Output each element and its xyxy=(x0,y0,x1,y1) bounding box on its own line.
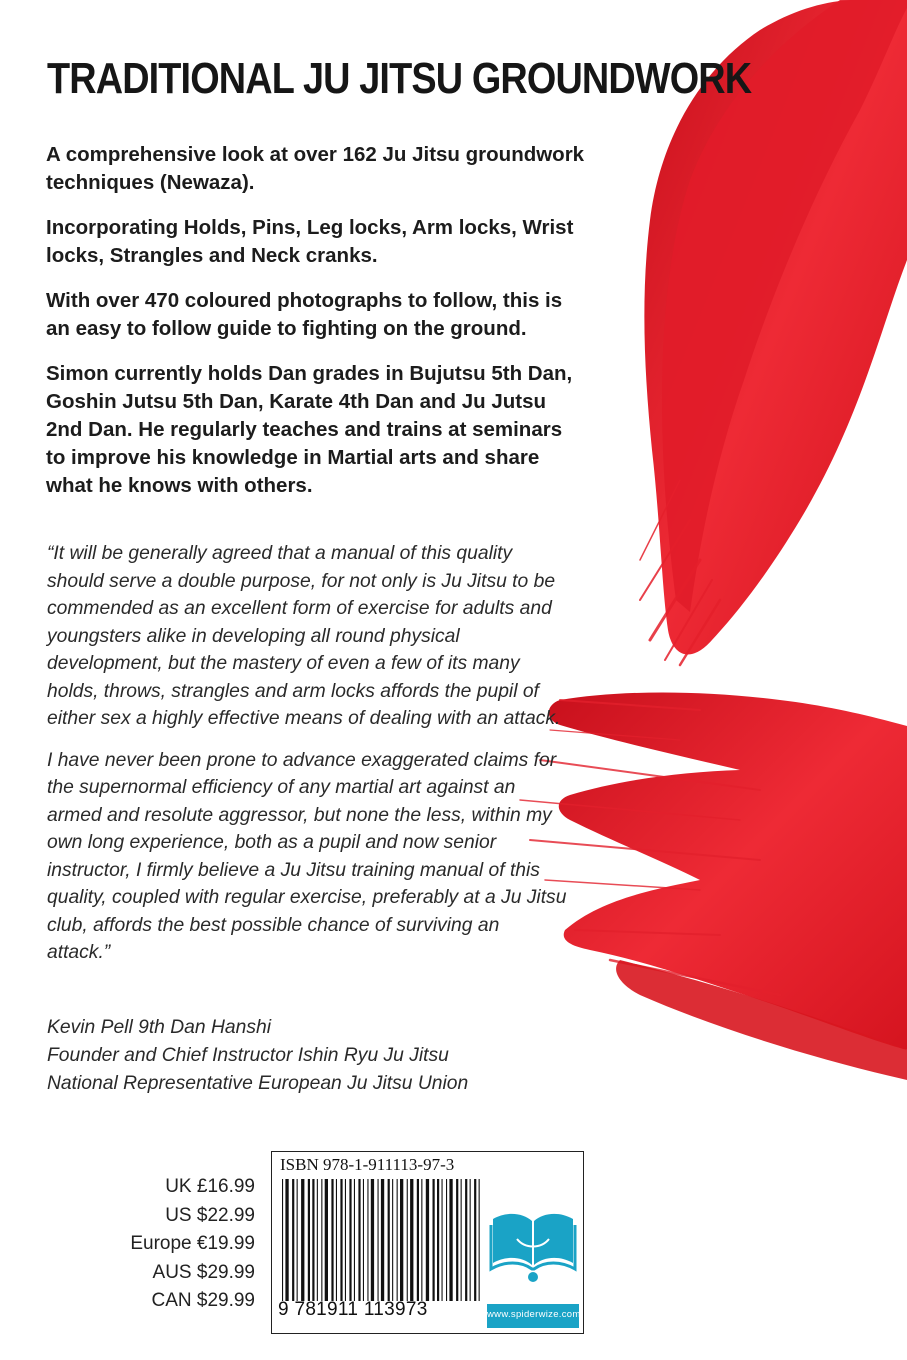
barcode-number: 9 781911 113973 xyxy=(278,1299,428,1320)
price-aus: AUS $29.99 xyxy=(152,1261,255,1283)
isbn-barcode-box xyxy=(271,1151,584,1334)
isbn-label: ISBN 978-1-911113-97-3 xyxy=(280,1155,455,1174)
intro-paragraph: A comprehensive look at over 162 Ju Jitsu groundwork techniques (Newaza). xyxy=(46,143,585,194)
intro-paragraph: Incorporating Holds, Pins, Leg locks, Arm locks, Wrist locks, Strangles and Neck cranks. xyxy=(46,216,574,267)
open-book-icon xyxy=(487,1179,579,1301)
price-us: US $22.99 xyxy=(165,1204,255,1226)
author-bio-paragraph: Simon currently holds Dan grades in Bujutsu 5th Dan, Goshin Jutsu 5th Dan, Karate 4th Dan and Ju Jutsu 2nd Dan. He regularly teaches and trains at seminars to improve his knowledge in Martial arts and share what he knows with others. xyxy=(46,362,573,497)
attribution-line: National Representative European Ju Jitsu Union xyxy=(47,1073,469,1094)
book-description xyxy=(46,141,586,517)
barcode-icon xyxy=(278,1179,483,1301)
price-can: CAN $29.99 xyxy=(151,1290,255,1311)
quote-paragraph: “It will be generally agreed that a manual of this quality should serve a double purpose, for not only is Ju Jitsu to be commended as an excellent form of exercise for adults and youngsters alike in developing all round physical development, but the mastery of even a few of its many holds, throws, strangles and arm locks affords the pupil of either sex a highly effective means of dealing with an attack. xyxy=(47,543,561,729)
quote-paragraph: I have never been prone to advance exaggerated claims for the supernormal efficiency of any martial art against an armed and resolute aggressor, but none the less, within my own long experience, both as a pupil and now senior instructor, I firmly believe a Ju Jitsu training manual of this quality, coupled with regular exercise, preferably at a Ju Jitsu club, affords the best possible chance of surviving an attack.” xyxy=(47,749,567,963)
attribution-line: Founder and Chief Instructor Ishin Ryu Ju Jitsu xyxy=(47,1045,449,1066)
publisher-url: www.spiderwize.com xyxy=(487,1309,581,1320)
endorsement-quote xyxy=(47,540,567,981)
publisher-url-bar xyxy=(487,1304,579,1328)
price-europe: Europe €19.99 xyxy=(130,1233,255,1254)
price-uk: UK £16.99 xyxy=(165,1176,255,1197)
price-list xyxy=(130,1173,255,1316)
intro-paragraph: With over 470 coloured photographs to follow, this is an easy to follow guide to fighting on the ground. xyxy=(46,289,563,340)
book-title: TRADITIONAL JU JITSU GROUNDWORK xyxy=(47,54,752,103)
attribution-line: Kevin Pell 9th Dan Hanshi xyxy=(47,1017,272,1038)
quote-attribution xyxy=(47,1014,567,1098)
